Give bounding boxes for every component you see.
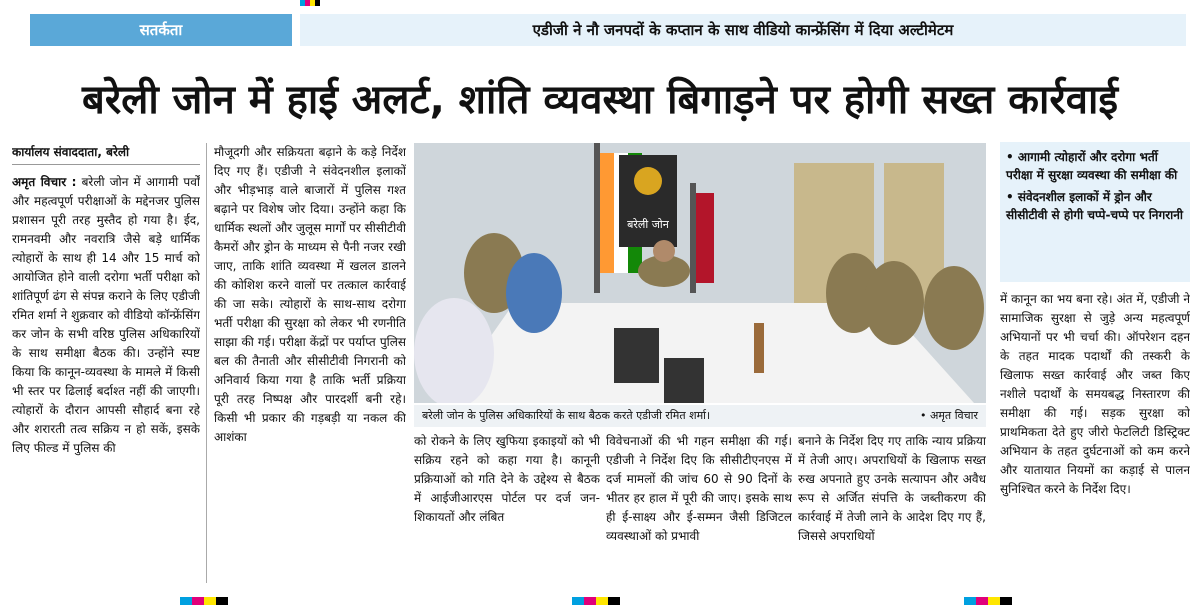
color-bar xyxy=(180,597,192,605)
color-bar xyxy=(204,597,216,605)
registration-mark xyxy=(315,0,320,6)
article-column-2 xyxy=(214,143,406,583)
column-text: में कानून का भय बना रहे। अंत में, एडीजी ने सामाजिक सुरक्षा से जुड़े अन्य महत्वपूर्ण अभियानों पर भी चर्चा की। ऑपरेशन दहन के तहत मादक पदार्थों की तस्करी के खिलाफ सख्त कार्रवाई और जब्त किए नशीले पदार्थों के समयबद्ध निस्तारण की समीक्षा की गई। सड़क सुरक्षा को प्राथमिकता देते हुए जीरो फेटलिटी डिस्ट्रिक्ट अभियान के तहत दुर्घटनाओं को कम करने और यातायात नियमों का कड़ाई से पालन सुनिश्चित करने के निर्देश दिए। xyxy=(1000,292,1190,496)
column-text: मौजूदगी और सक्रियता बढ़ाने के कड़े निर्देश दिए गए हैं। एडीजी ने संवेदनशील इलाकों और भीड़भाड़ वाले बाजारों में पुलिस गश्त बढ़ाने पर विशेष जोर दिया। उन्होंने कहा कि धार्मिक स्थलों और जुलूस मार्गों पर सीसीटीवी कैमरों और ड्रोन के माध्यम से पैनी नजर रखी जाए, ताकि शांति व्यवस्था में खलल डालने की कोशिश करने वालों पर तत्काल कार्रवाई की जा सके। त्योहारों के साथ-साथ दरोगा भर्ती परीक्षा की सुरक्षा को लेकर भी रणनीति साझा की गई। परीक्षा केंद्रों पर पर्याप्त पुलिस बल की तैनाती और सीसीटीवी निगरानी को अनिवार्य किया गया है ताकि भर्ती प्रक्रिया पूरी तरह निष्पक्ष और पारदर्शी बनी रहे। किसी भी प्रकार की गड़बड़ी या नकल की आशंका xyxy=(214,145,406,444)
meeting-photo-illustration xyxy=(414,143,986,403)
byline: कार्यालय संवाददाता, बरेली xyxy=(12,143,200,165)
article-column-6 xyxy=(1000,290,1190,582)
article-column-4 xyxy=(606,432,792,582)
color-bar xyxy=(572,597,584,605)
color-bar xyxy=(584,597,596,605)
highlights-box xyxy=(1000,142,1190,282)
color-bar xyxy=(1000,597,1012,605)
column-text: को रोकने के लिए खुफिया इकाइयों को भी सक्रिय रहने को कहा गया है। कानूनी प्रक्रियाओं को गति देने के उद्देश्य से बैठक में आईजीआरएस पोर्टल पर दर्ज जन-शिकायतों और लंबित xyxy=(414,434,600,524)
color-bar xyxy=(964,597,976,605)
meeting-photo xyxy=(414,143,986,403)
article-column-5 xyxy=(798,432,986,582)
column-text: बनाने के निर्देश दिए गए ताकि न्याय प्रक्रिया में तेजी आए। अपराधियों के खिलाफ सख्त रुख अपनाते हुए उनके सत्यापन और अवैध रूप से अर्जित संपत्ति के जब्तीकरण की कार्रवाई में तेजी लाने के आदेश दिए गए हैं, जिससे अपराधियों xyxy=(798,434,986,543)
color-bar xyxy=(976,597,988,605)
column-divider xyxy=(206,143,207,583)
photo-caption: बरेली जोन के पुलिस अधिकारियों के साथ बैठक करते एडीजी रमित शर्मा। xyxy=(422,409,711,422)
photo-credit: • अमृत विचार xyxy=(919,409,978,422)
column-text: बरेली जोन में आगामी पर्वों और महत्वपूर्ण परीक्षाओं के मद्देनजर पुलिस प्रशासन पूरी तरह मुस्तैद हो गया है। ईद, रामनवमी और नवरात्रि जैसे बड़े धार्मिक त्योहारों के साथ ही 14 और 15 मार्च को आयोजित होने वाली दरोगा भर्ती परीक्षा को शांतिपूर्ण ढंग से संपन्न कराने के लिए एडीजी रमित शर्मा ने शुक्रवार को वीडियो कॉन्फ्रेंसिंग कर जोन के सभी वरिष्ठ पुलिस अधिकारियों के साथ समीक्षा बैठक की। उन्होंने स्पष्ट किया कि कानून-व्यवस्था के मामले में किसी भी स्तर पर ढिलाई बर्दाश्त नहीं की जाएगी। त्योहारों के दौरान आपसी सौहार्द बना रहे और शरारती तत्व सक्रिय न हो सकें, इसके लिए फील्ड में पुलिस की xyxy=(12,175,200,455)
color-bar xyxy=(596,597,608,605)
article-column-3 xyxy=(414,432,600,582)
column-text: विवेचनाओं की भी गहन समीक्षा की गई। एडीजी ने निर्देश दिए कि सीसीटीएनएस में दर्ज मामलों की जांच 60 से 90 दिनों के भीतर हर हाल में पूरी की जाए। इसके साथ ही ई-साक्ष्य और ई-सम्मन जैसी डिजिटल व्यवस्थाओं को प्रभावी xyxy=(606,434,792,543)
color-bar xyxy=(608,597,620,605)
headline: बरेली जोन में हाई अलर्ट, शांति व्यवस्था बिगाड़ने पर होगी सख्त कार्रवाई xyxy=(82,77,1118,123)
highlight-item: • आगामी त्योहारों और दरोगा भर्ती परीक्षा में सुरक्षा व्यवस्था की समीक्षा की xyxy=(1006,150,1178,182)
sub-headline: एडीजी ने नौ जनपदों के कप्तान के साथ वीडियो कान्फ्रेंसिंग में दिया अल्टीमेटम xyxy=(300,14,1186,46)
lead-label: अमृत विचार : xyxy=(12,175,77,189)
article-column-1 xyxy=(12,143,200,583)
color-bar xyxy=(192,597,204,605)
sign-text: बरेली जोन xyxy=(627,218,669,231)
photo-caption-bar xyxy=(414,405,986,427)
color-bar xyxy=(988,597,1000,605)
highlight-item: • संवेदनशील इलाकों में ड्रोन और सीसीटीवी से होगी चप्पे-चप्पे पर निगरानी xyxy=(1006,190,1183,222)
color-bar xyxy=(216,597,228,605)
section-tag: सतर्कता xyxy=(30,14,292,46)
